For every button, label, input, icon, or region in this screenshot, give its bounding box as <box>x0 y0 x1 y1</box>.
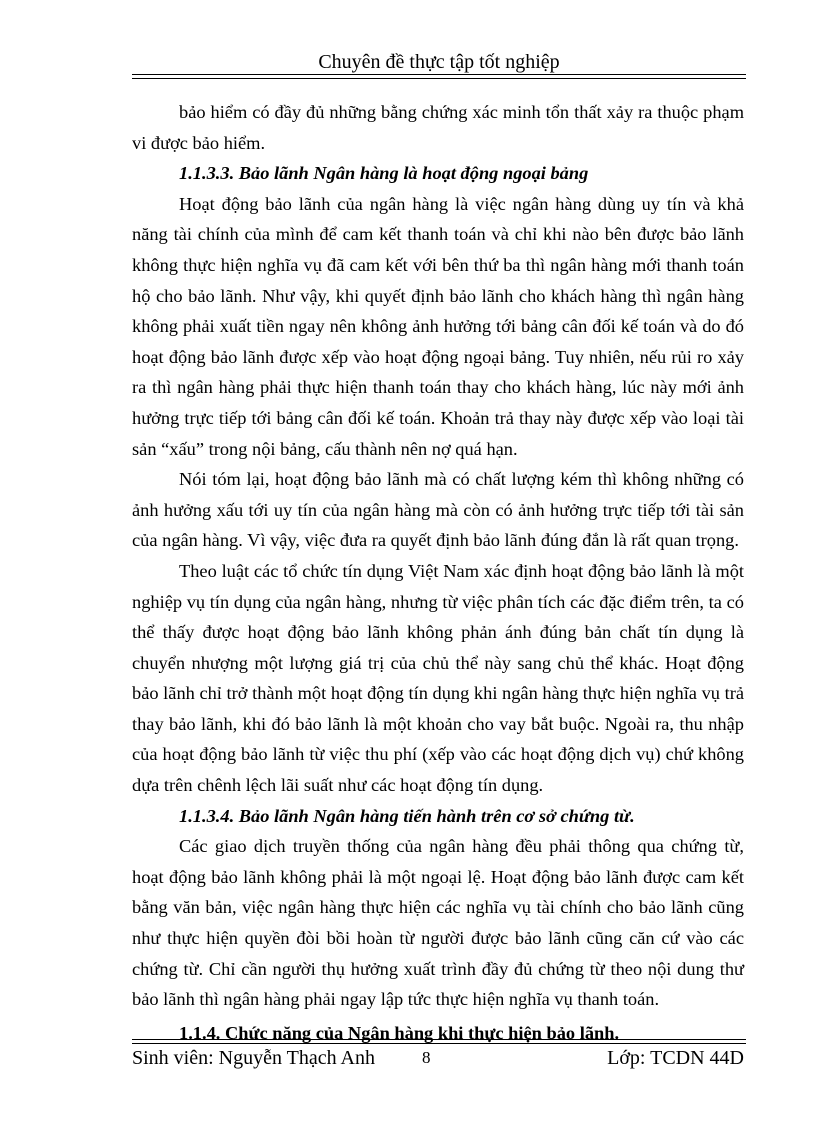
footer-class-label: Lớp: TCDN 44D <box>607 1047 744 1069</box>
paragraph: Các giao dịch truyền thống của ngân hàng đều phải thông qua chứng từ, hoạt động bảo lãnh không phải là một ngoại lệ. Hoạt động bảo lãnh được cam kết bằng văn bản, việc ngân hàng thực hiện các nghĩa vụ tài chính cho bảo lãnh cũng như thực hiện quyền đòi bồi hoàn từ người được bảo lãnh cũng căn cứ vào các chứng từ. Chỉ cần người thụ hưởng xuất trình đầy đủ chứng từ theo nội dung thư bảo lãnh thì ngân hàng phải ngay lập tức thực hiện nghĩa vụ thanh toán. <box>132 836 744 1010</box>
footer-rule-bottom <box>132 1043 746 1044</box>
footer-student-name: Sinh viên: Nguyễn Thạch Anh <box>132 1047 375 1069</box>
document-body <box>132 97 744 1048</box>
section-heading: 1.1.3.3. Bảo lãnh Ngân hàng là hoạt động ngoại bảng <box>179 163 589 184</box>
section-heading: 1.1.4. Chức năng của Ngân hàng khi thực hiện bảo lãnh. <box>179 1022 620 1043</box>
header-rule-top <box>132 74 746 75</box>
paragraph: bảo hiểm có đầy đủ những bằng chứng xác minh tổn thất xảy ra thuộc phạm vi được bảo hiểm. <box>132 102 744 153</box>
header-rule-bottom <box>132 78 746 79</box>
paragraph: Theo luật các tổ chức tín dụng Việt Nam xác định hoạt động bảo lãnh là một nghiệp vụ tín dụng của ngân hàng, nhưng từ việc phân tích các đặc điểm trên, ta có thể thấy được hoạt động bảo lãnh không phản ánh đúng bản chất tín dụng là chuyển nhượng một lượng giá trị của chủ thể này sang chủ thể khác. Hoạt động bảo lãnh chỉ trở thành một hoạt động tín dụng khi ngân hàng thực hiện nghĩa vụ trả thay bảo lãnh, khi đó bảo lãnh là một khoản cho vay bắt buộc. Ngoài ra, thu nhập của hoạt động bảo lãnh từ việc thu phí (xếp vào các hoạt động dịch vụ) chứ không dựa trên chênh lệch lãi suất như các hoạt động tín dụng. <box>132 560 744 796</box>
paragraph: Nói tóm lại, hoạt động bảo lãnh mà có chất lượng kém thì không những có ảnh hưởng xấu tới uy tín của ngân hàng mà còn có ảnh hưởng trực tiếp tới tài sản của ngân hàng. Vì vậy, việc đưa ra quyết định bảo lãnh đúng đắn là rất quan trọng. <box>132 469 744 551</box>
paragraph: Hoạt động bảo lãnh của ngân hàng là việc ngân hàng dùng uy tín và khả năng tài chính của mình để cam kết thanh toán và chỉ khi nào bên được bảo lãnh không thực hiện nghĩa vụ đã cam kết với bên thứ ba thì ngân hàng mới thanh toán hộ cho bảo lãnh. Như vậy, khi quyết định bảo lãnh cho khách hàng thì ngân hàng không phải xuất tiền ngay nên không ảnh hưởng tới bảng cân đối kế toán và do đó hoạt động bảo lãnh được xếp vào hoạt động ngoại bảng. Tuy nhiên, nếu rủi ro xảy ra thì ngân hàng phải thực hiện thanh toán thay cho khách hàng, lúc này mới ảnh hưởng trực tiếp tới bảng cân đối kế toán. Khoản trả thay này được xếp vào loại tài sản “xấu” trong nội bảng, cấu thành nên nợ quá hạn. <box>132 193 744 459</box>
section-heading: 1.1.3.4. Bảo lãnh Ngân hàng tiến hành trên cơ sở chứng từ. <box>179 805 635 826</box>
footer-page-number: 8 <box>422 1048 431 1067</box>
footer-rule-top <box>132 1039 746 1040</box>
page-header-title: Chuyên đề thực tập tốt nghiệp <box>318 51 560 73</box>
